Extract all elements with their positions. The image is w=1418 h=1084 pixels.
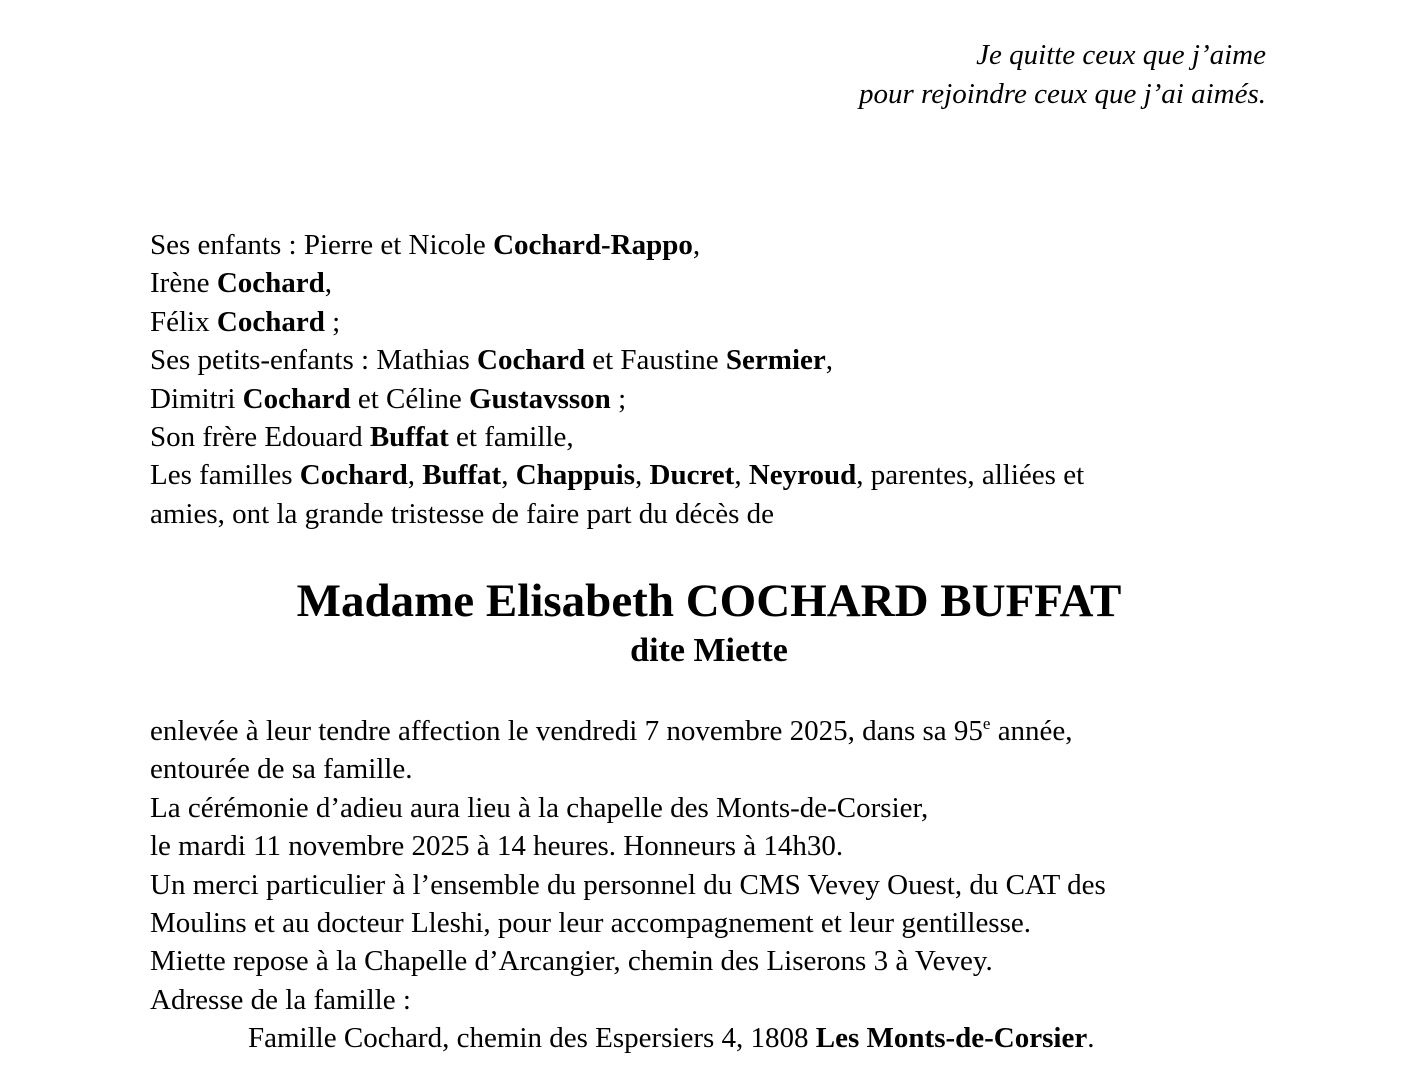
deceased-name: Madame Elisabeth COCHARD BUFFAT [296,575,1122,627]
text: Félix [150,305,217,338]
family-line-grandchildren [150,341,1270,379]
text: ; [324,305,341,338]
surname: Neyroud [748,459,857,492]
family-line-families [150,456,1270,494]
surname: Cochard-Rappo [493,229,693,261]
announce-line-date: le mardi 11 novembre 2025 à 14 heures. Honneurs à 14h30. [150,830,844,863]
text: , [825,344,834,377]
text: Famille Cochard, chemin des Espersiers 4, 1808 [248,1022,816,1055]
text: , [407,459,423,492]
family-line-brother [150,418,1270,456]
text: Irène [150,267,217,300]
epigraph-line-1: Je quitte ceux que j’aime [976,39,1266,71]
text: Les familles [150,459,300,492]
surname: Ducret [649,459,735,492]
text: , [501,459,516,492]
announce-line-ceremony: La cérémonie d’adieu aura lieu à la chapelle des Monts-de-Corsier, [150,791,929,824]
announcement-text [150,712,1270,1058]
locality: Les Monts-de-Corsier [815,1022,1088,1055]
family-line-dimitri [150,380,1270,418]
text: année, [990,715,1073,747]
announce-line-thanks-2: Moulins et au docteur Lleshi, pour leur accompagnement et leur gentillesse. [150,907,1032,940]
family-line-announce: amies, ont la grande tristesse de faire part du décès de [150,497,775,530]
announce-line-family: entourée de sa famille. [150,753,413,786]
text: Son frère Edouard [150,421,370,454]
surname: Buffat [369,421,449,454]
family-line-irene [150,264,1270,302]
text: . [1087,1022,1095,1055]
text: , [734,459,749,492]
surname: Sermier [725,344,826,377]
text: Ses enfants : Pierre et Nicole [150,229,494,261]
surname: Cochard [299,459,408,492]
text: enlevée à leur tendre affection le vendredi 7 novembre 2025, dans sa 95 [150,715,983,747]
text: et Faustine [584,344,726,377]
epigraph [859,36,1266,114]
surname: Cochard [216,305,325,338]
family-line-felix [150,303,1270,341]
family-list [150,226,1270,533]
text: et famille, [448,421,574,454]
surname: Cochard [242,382,351,415]
text: Ses petits-enfants : Mathias [150,344,478,377]
announce-line-rest: Miette repose à la Chapelle d’Arcangier, chemin des Liserons 3 à Vevey. [150,945,993,978]
announce-line-thanks: Un merci particulier à l’ensemble du personnel du CMS Vevey Ouest, du CAT des [150,868,1106,901]
text: ; [610,382,627,415]
text: , [635,459,650,492]
family-line-children [150,226,1270,264]
text: et Céline [350,382,469,415]
surname: Gustavsson [468,382,611,415]
surname: Buffat [422,459,502,492]
announce-line-address-label: Adresse de la famille : [150,983,411,1016]
surname: Cochard [477,344,585,377]
family-address [150,1019,1270,1057]
ordinal-suffix: e [982,714,991,733]
text: , parentes, alliées et [856,459,1085,492]
surname: Cochard [216,267,325,300]
text: , [692,229,701,261]
text: Dimitri [150,382,243,415]
announce-line-death [150,712,1270,750]
deceased-nickname: dite Miette [630,632,788,669]
text: , [324,267,333,300]
epigraph-line-2: pour rejoindre ceux que j’ai aimés. [859,78,1266,110]
surname: Chappuis [515,459,636,492]
